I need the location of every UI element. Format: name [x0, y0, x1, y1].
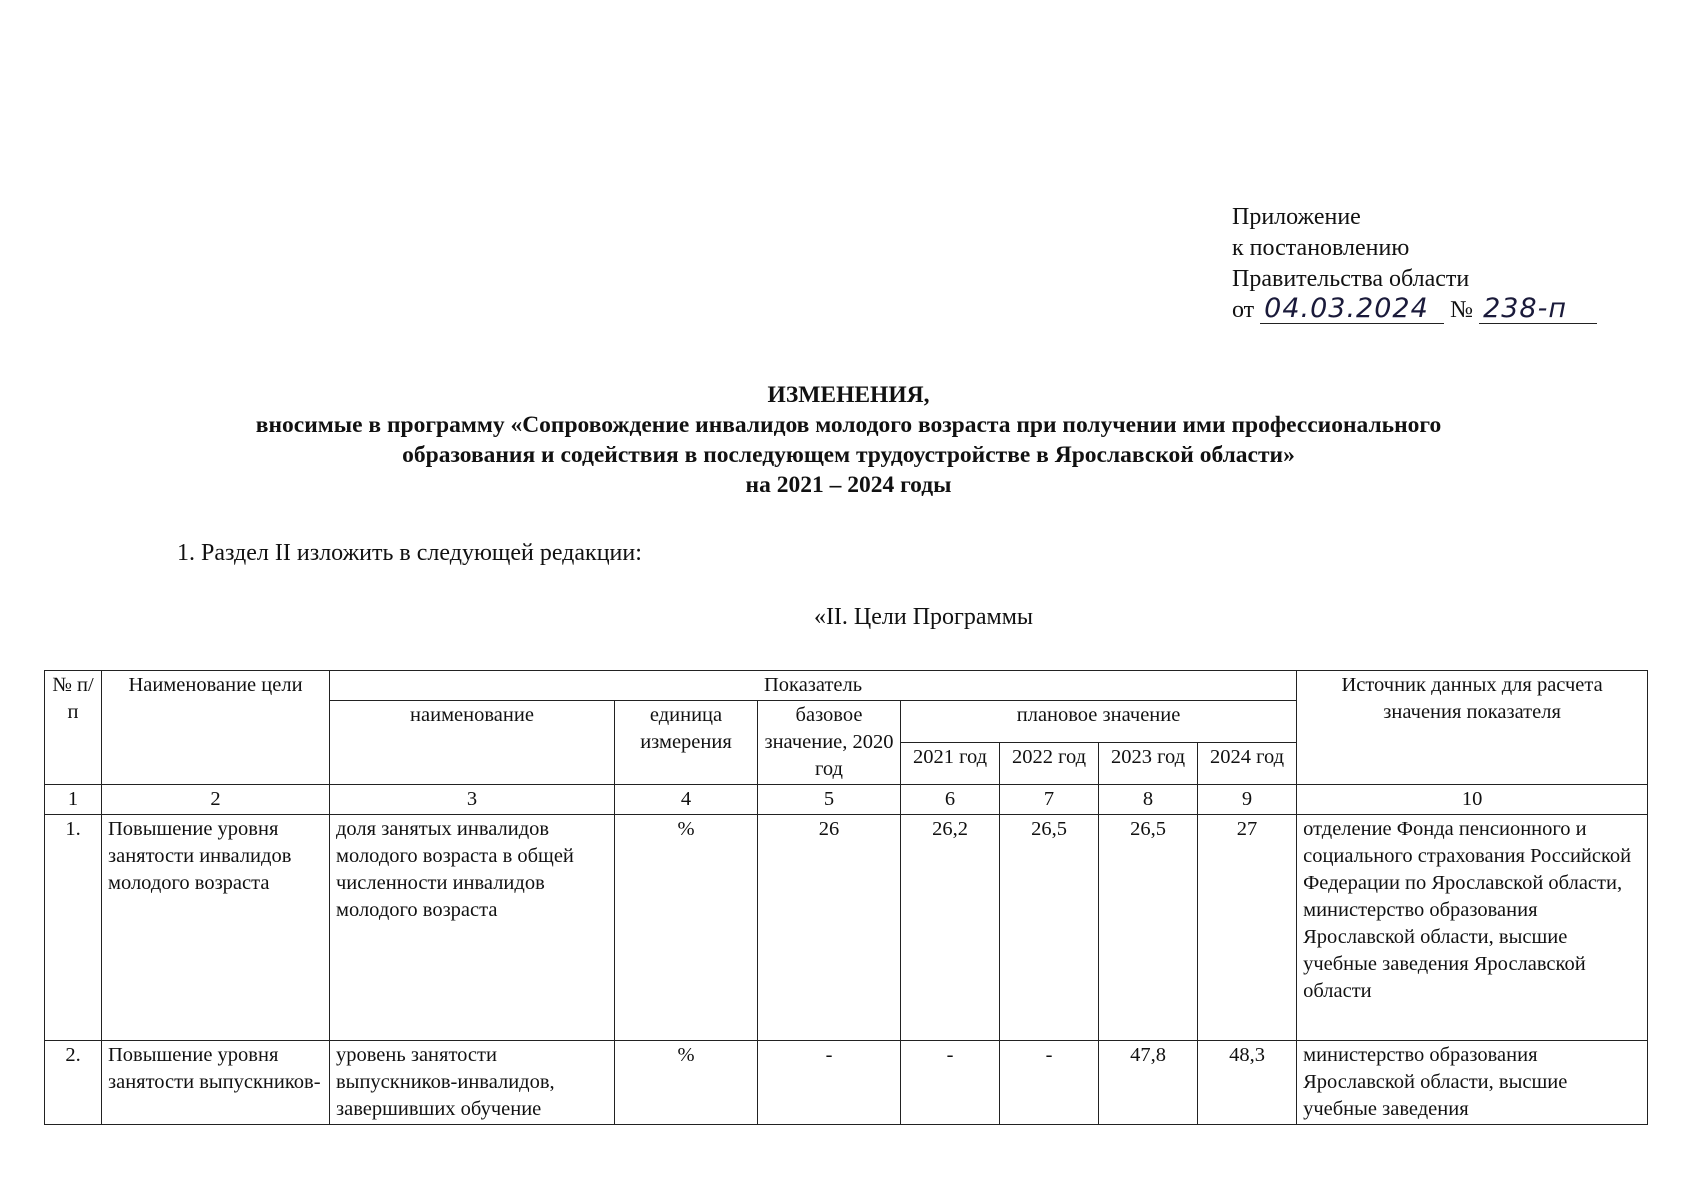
header-indicator-name: наименование — [330, 701, 615, 785]
number-label: № — [1450, 297, 1474, 323]
row-unit: % — [615, 815, 758, 1041]
row-indicator: уровень занятости выпускников-инвалидов, завершивших обучение — [330, 1041, 615, 1125]
row-2022: - — [1000, 1041, 1099, 1125]
header-base: базовое значение, 2020 год — [758, 701, 901, 785]
column-number: 9 — [1198, 785, 1297, 815]
column-number: 6 — [901, 785, 1000, 815]
heading-title: ИЗМЕНЕНИЯ, — [767, 382, 930, 408]
section-title: «II. Цели Программы — [813, 604, 1034, 630]
row-goal: Повышение уровня занятости инвалидов молодого возраста — [102, 815, 330, 1041]
column-number: 2 — [102, 785, 330, 815]
row-2024: 48,3 — [1198, 1041, 1297, 1125]
header-planned: плановое значение — [901, 701, 1297, 743]
header-2024: 2024 год — [1198, 743, 1297, 785]
column-number: 1 — [45, 785, 102, 815]
column-number: 4 — [615, 785, 758, 815]
row-2023: 47,8 — [1099, 1041, 1198, 1125]
header-row-1 — [45, 671, 1648, 701]
row-2021: - — [901, 1041, 1000, 1125]
heading-line-2: вносимые в программу «Сопровождение инвалидов молодого возраста при получении ими профессионального — [255, 412, 1442, 438]
row-base: - — [758, 1041, 901, 1125]
row-2021: 26,2 — [901, 815, 1000, 1041]
row-unit: % — [615, 1041, 758, 1125]
annex-line-2: к постановлению — [1232, 235, 1410, 261]
row-2023: 26,5 — [1099, 815, 1198, 1041]
row-2022: 26,5 — [1000, 815, 1099, 1041]
annex-line-3: Правительства области — [1232, 266, 1470, 292]
column-number: 3 — [330, 785, 615, 815]
column-number: 10 — [1297, 785, 1648, 815]
from-label: от — [1232, 297, 1255, 323]
row-num: 1. — [45, 815, 102, 1041]
header-num: № п/п — [45, 671, 102, 785]
row-indicator: доля занятых инвалидов молодого возраста в общей численности инвалидов молодого возраста — [330, 815, 615, 1041]
row-goal: Повышение уровня занятости выпускников- — [102, 1041, 330, 1125]
header-goal-name: Наименование цели — [102, 671, 330, 785]
table-row — [45, 815, 1648, 1041]
handwritten-number: 238-п — [1479, 295, 1597, 324]
column-number-row — [45, 785, 1648, 815]
document-heading — [0, 380, 1697, 500]
column-number: 5 — [758, 785, 901, 815]
heading-line-4: на 2021 – 2024 годы — [745, 472, 952, 498]
annex-date-number-line — [1232, 295, 1597, 326]
row-2024: 27 — [1198, 815, 1297, 1041]
header-indicator: Показатель — [330, 671, 1297, 701]
header-source: Источник данных для расчета значения показателя — [1297, 671, 1648, 785]
goals-table — [44, 670, 1648, 1125]
row-source: отделение Фонда пенсионного и социального страхования Российской Федерации по Ярославской области, министерство образования Ярославской области, высшие учебные заведения Ярославской области — [1297, 815, 1648, 1041]
heading-line-3: образования и содействия в последующем трудоустройстве в Ярославской области» — [402, 442, 1295, 468]
intro-paragraph: 1. Раздел II изложить в следующей редакции: — [177, 540, 642, 566]
column-number: 7 — [1000, 785, 1099, 815]
header-2023: 2023 год — [1099, 743, 1198, 785]
handwritten-date: 04.03.2024 — [1260, 295, 1444, 324]
column-number: 8 — [1099, 785, 1198, 815]
row-num: 2. — [45, 1041, 102, 1125]
header-2022: 2022 год — [1000, 743, 1099, 785]
annex-line-1: Приложение — [1232, 204, 1361, 230]
row-base: 26 — [758, 815, 901, 1041]
row-source: министерство образования Ярославской области, высшие учебные заведения — [1297, 1041, 1648, 1125]
annex-block — [1232, 202, 1597, 326]
table-row — [45, 1041, 1648, 1125]
header-unit: единица измерения — [615, 701, 758, 785]
header-2021: 2021 год — [901, 743, 1000, 785]
